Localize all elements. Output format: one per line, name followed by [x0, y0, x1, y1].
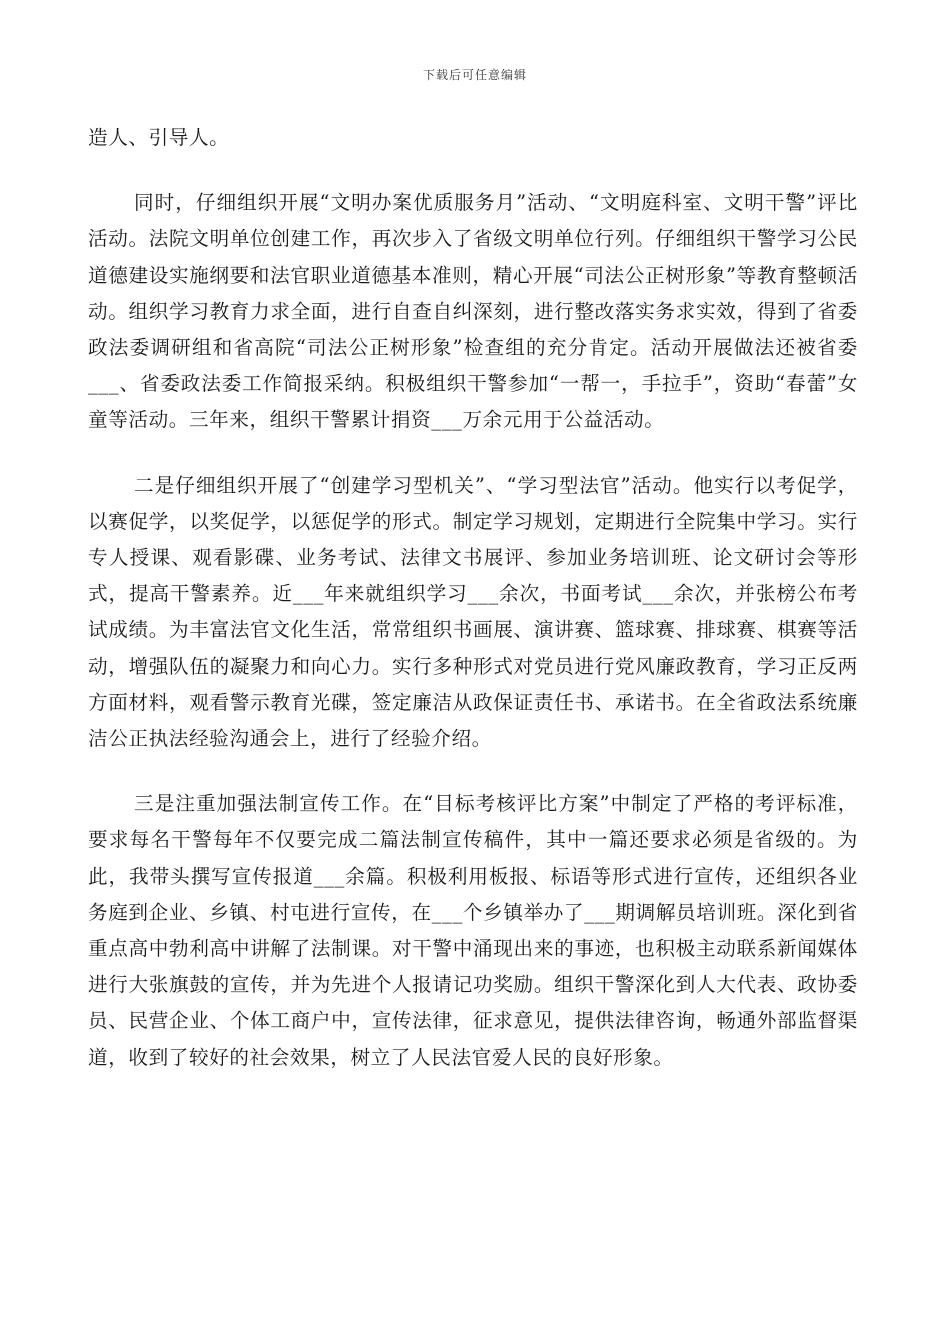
paragraph-continuation: 造人、引导人。 [88, 126, 230, 149]
paragraph-civilization-activities: 同时，仔细组织开展“文明办案优质服务月”活动、“文明庭科室、文明干警”评比活动。法院文明单位创建工作，再次步入了省级文明单位行列。仔细组织干警学习公民道德建设实施纲要和法官职业道德基本准则，精心开展“司法公正树形象”等教育整顿活动。组织学习教育力求全面，进行自查自纠深刻，进行整改落实务求实效，得到了省委政法委调研组和省高院“司法公正树形象”检查组的充分肯定。活动开展做法还被省委___、省委政法委工作简报采纳。积极组织干警参加“一帮一，手拉手”，资助“春蕾”女童等活动。三年来，组织干警累计捐资___万余元用于公益活动。 [88, 191, 858, 432]
page-header: 下载后可任意编辑 [422, 68, 527, 82]
document-body [88, 120, 858, 1105]
paragraph-legal-publicity: 三是注重加强法制宣传工作。在“目标考核评比方案”中制定了严格的考评标准，要求每名干警每年不仅要完成二篇法制宣传稿件，其中一篇还要求必须是省级的。为此，我带头撰写宣传报道___余篇。积极利用板报、标语等形式进行宣传，还组织各业务庭到企业、乡镇、村屯进行宣传，在___个乡镇举办了___期调解员培训班。深化到省重点高中勃利高中讲解了法制课。对干警中涌现出来的事迹，也积极主动联系新闻媒体进行大张旗鼓的宣传，并为先进个人报请记功奖励。组织干警深化到人大代表、政协委员、民营企业、个体工商户中，宣传法律，征求意见，提供法律咨询，畅通外部监督渠道，收到了较好的社会效果，树立了人民法官爱人民的良好形象。 [88, 792, 858, 1069]
paragraph-learning-organization: 二是仔细组织开展了“创建学习型机关”、“学习型法官”活动。他实行以考促学，以赛促学，以奖促学，以惩促学的形式。制定学习规划，定期进行全院集中学习。实行专人授课、观看影碟、业务考试、法律文书展评、参加业务培训班、论文研讨会等形式，提高干警素养。近___年来就组织学习___余次，书面考试___余次，并张榜公布考试成绩。为丰富法官文化生活，常常组织书画展、演讲赛、篮球赛、排球赛、棋赛等活动，增强队伍的凝聚力和向心力。实行多种形式对党员进行党风廉政教育，学习正反两方面材料，观看警示教育光碟，签定廉洁从政保证责任书、承诺书。在全省政法系统廉洁公正执法经验沟通会上，进行了经验介绍。 [88, 473, 858, 751]
